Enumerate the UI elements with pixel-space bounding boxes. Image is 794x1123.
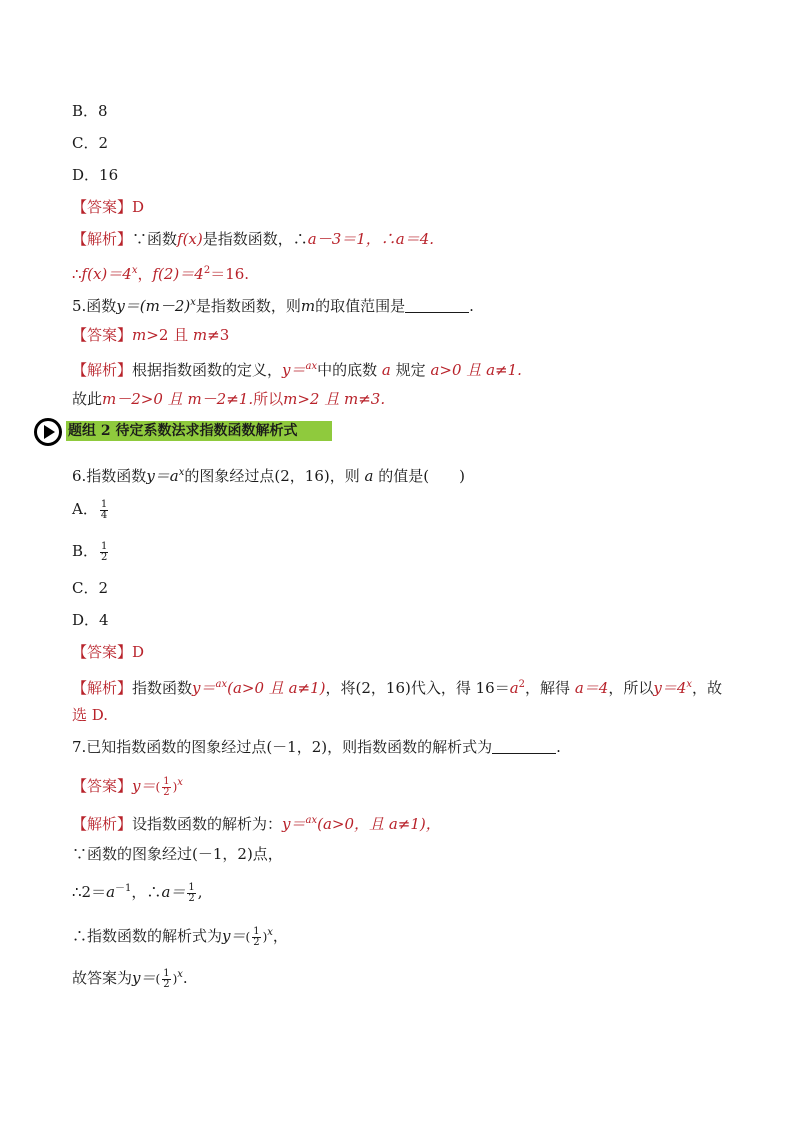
answer-blank <box>492 739 556 754</box>
math-expr: a <box>364 467 374 485</box>
math-expr: m－2>0 且 <box>102 390 183 408</box>
analysis-text: . <box>182 969 188 987</box>
analysis-tag: 【解析】 <box>72 679 133 697</box>
math-expr: a≠1. <box>486 361 522 379</box>
analysis-text: ，故 <box>692 679 723 697</box>
math-expr: m <box>132 326 147 344</box>
numerator: 1 <box>100 498 108 510</box>
option-c <box>72 132 108 154</box>
fraction <box>100 500 108 521</box>
math-expr: m≠3. <box>344 390 386 408</box>
option-letter: B． <box>72 102 99 120</box>
option-letter: D． <box>72 611 100 629</box>
exponent: 2 <box>203 265 211 276</box>
fraction <box>252 927 260 948</box>
numerator: 1 <box>253 925 260 937</box>
math-expr: a≠1)， <box>388 815 441 833</box>
analysis-text: 故答案为 <box>72 969 133 987</box>
fraction <box>162 969 170 990</box>
numerator: 1 <box>163 967 170 979</box>
option-b <box>72 100 108 122</box>
math-expr: y＝a <box>146 467 179 485</box>
analysis-text: 中的底数 <box>317 361 378 379</box>
math-expr: m <box>300 297 316 315</box>
answer-line <box>72 324 229 346</box>
option-d <box>72 164 118 186</box>
analysis-tag: 【解析】 <box>72 815 133 833</box>
stem-text: 6.指数函数 <box>72 467 147 485</box>
stem-text: 7.已知指数函数的图象经过点(－1，2)，则指数函数的解析式为 <box>72 738 493 756</box>
answer-tag: 【答案】 <box>72 643 133 661</box>
math-expr: m <box>192 326 208 344</box>
exponent: －1 <box>115 883 132 894</box>
analysis-tag: 【解析】 <box>72 230 133 248</box>
math-expr: a <box>509 679 519 697</box>
analysis-line <box>72 228 434 250</box>
fraction <box>100 542 108 563</box>
exponent: x <box>267 927 273 938</box>
stem-text: . <box>556 738 561 756</box>
answer-tag: 【答案】 <box>72 326 133 344</box>
answer-line: 【答案】y＝( $\frac{1}{2}$ )$^x$ <box>72 775 183 798</box>
denominator: 2 <box>163 786 170 798</box>
analysis-text: ，将(2，16)代入，得 16＝ <box>325 679 510 697</box>
answer-tag: 【答案】 <box>72 777 133 795</box>
stem-text: 的取值范围是 <box>315 297 406 315</box>
math-expr: y＝ <box>132 969 156 987</box>
analysis-text: 是指数函数，∴ <box>202 230 308 248</box>
analysis-line-2: 选 D. <box>72 706 109 724</box>
section-title: 题组 2 待定系数法求指数函数解析式 <box>68 423 298 439</box>
analysis-text: ，∴ <box>131 883 162 901</box>
math-expr: y＝ <box>132 777 156 795</box>
fraction <box>162 777 170 798</box>
analysis-line <box>72 356 522 381</box>
stem-text: 的图象经过点(2，16)，则 <box>184 467 360 485</box>
analysis-text: ， <box>272 927 288 945</box>
option-b <box>72 540 110 563</box>
analysis-text: 所以 <box>253 390 284 408</box>
exponent: x <box>177 777 183 788</box>
analysis-line-4: ∴指数函数的解析式为y＝( $\frac{1}{2}$ )$^x$， <box>72 925 288 948</box>
answer-value: ≠3 <box>207 326 230 344</box>
math-expr: ∴ <box>72 265 82 283</box>
analysis-text: ∴2＝ <box>72 883 107 901</box>
option-value: 16 <box>99 166 119 184</box>
analysis-tag: 【解析】 <box>72 361 133 379</box>
option-letter: C． <box>72 134 99 152</box>
denominator: 4 <box>100 509 108 521</box>
math-expr: m－2≠1. <box>187 390 254 408</box>
answer-value: >2 且 <box>146 326 189 344</box>
exponent: x <box>190 297 196 308</box>
answer-value: D <box>132 198 145 216</box>
math-expr: a＝ <box>161 883 186 901</box>
option-value: 2 <box>98 579 109 597</box>
answer-line <box>72 641 144 663</box>
math-expr: a≠1) <box>288 679 326 697</box>
math-expr: ＝16. <box>210 265 250 283</box>
exponent: ax <box>305 815 318 826</box>
analysis-line <box>72 674 722 699</box>
math-expr: y＝ <box>222 927 246 945</box>
exponent: ax <box>215 679 228 690</box>
exponent: 2 <box>518 679 526 690</box>
math-expr: f(2)＝4 <box>152 265 204 283</box>
option-a <box>72 498 110 521</box>
math-expr: a－3＝1，∴a＝4. <box>307 230 435 248</box>
analysis-text: 根据指数函数的定义， <box>132 361 283 379</box>
math-expr: (a>0 且 <box>227 679 284 697</box>
math-expr: y＝4 <box>653 679 687 697</box>
option-letter: D． <box>72 166 100 184</box>
exponent: x <box>178 467 185 478</box>
stem-text: . <box>469 297 474 315</box>
denominator: 2 <box>188 892 195 904</box>
math-expr: y＝ <box>282 815 306 833</box>
question-6-stem <box>72 462 465 487</box>
answer-line <box>72 196 144 218</box>
numerator: 1 <box>188 881 195 893</box>
analysis-line-2 <box>72 388 385 410</box>
math-expr: a>0 且 <box>430 361 482 379</box>
denominator: 2 <box>101 551 108 563</box>
analysis-text: ∵函数 <box>132 230 178 248</box>
analysis-text: ，解得 <box>525 679 571 697</box>
answer-tag: 【答案】 <box>72 198 133 216</box>
numerator: 1 <box>101 540 108 552</box>
play-circle-icon <box>33 417 63 447</box>
option-value: 4 <box>99 611 109 629</box>
answer-value: D <box>132 643 145 661</box>
math-expr: f(x) <box>177 230 203 248</box>
exponent: x <box>686 679 693 690</box>
math-expr: y＝ <box>282 361 306 379</box>
stem-text: 5.函数 <box>72 297 117 315</box>
math-expr: ， <box>137 265 153 283</box>
denominator: 2 <box>163 978 170 990</box>
analysis-text: 设指数函数的解析为： <box>132 815 283 833</box>
math-expr: f(x)＝4 <box>81 265 132 283</box>
math-expr: y＝(m－2) <box>116 297 191 315</box>
analysis-text: ，所以 <box>608 679 654 697</box>
option-value: 8 <box>98 102 108 120</box>
option-value: 2 <box>98 134 109 152</box>
math-expr: a <box>106 883 116 901</box>
fraction <box>187 883 195 904</box>
analysis-line-2 <box>72 260 249 285</box>
analysis-line <box>72 810 441 835</box>
math-expr: (a>0，且 <box>317 815 385 833</box>
math-expr: m>2 且 <box>283 390 340 408</box>
math-expr: y＝ <box>192 679 216 697</box>
stem-text: 是指数函数，则 <box>195 297 301 315</box>
exponent: ax <box>305 361 318 372</box>
denominator: 2 <box>253 936 260 948</box>
analysis-text: 指数函数 <box>132 679 193 697</box>
option-letter: C． <box>72 579 99 597</box>
question-7-stem <box>72 736 561 758</box>
option-c <box>72 577 108 599</box>
option-letter: A． <box>72 500 98 518</box>
option-d <box>72 609 109 631</box>
analysis-text: 故此 <box>72 390 103 408</box>
answer-blank <box>405 298 469 313</box>
math-expr: a＝4 <box>574 679 609 697</box>
exponent: x <box>131 265 138 276</box>
analysis-text: 规定 <box>395 361 426 379</box>
exponent: x <box>177 969 183 980</box>
question-5-stem <box>72 292 474 317</box>
analysis-line-5: 故答案为y＝( $\frac{1}{2}$ )$^x$. <box>72 967 188 990</box>
stem-text: 的值是( ) <box>378 467 465 485</box>
numerator: 1 <box>163 775 170 787</box>
math-expr: a <box>381 361 391 379</box>
analysis-line-2: ∵函数的图象经过(－1，2)点， <box>72 845 283 863</box>
analysis-line-3: $\therefore 2=a^{-1}$，∴a＝ $\frac{1}{2}$ , <box>72 881 203 904</box>
option-letter: B． <box>72 542 99 560</box>
analysis-text: ∴指数函数的解析式为 <box>72 927 223 945</box>
